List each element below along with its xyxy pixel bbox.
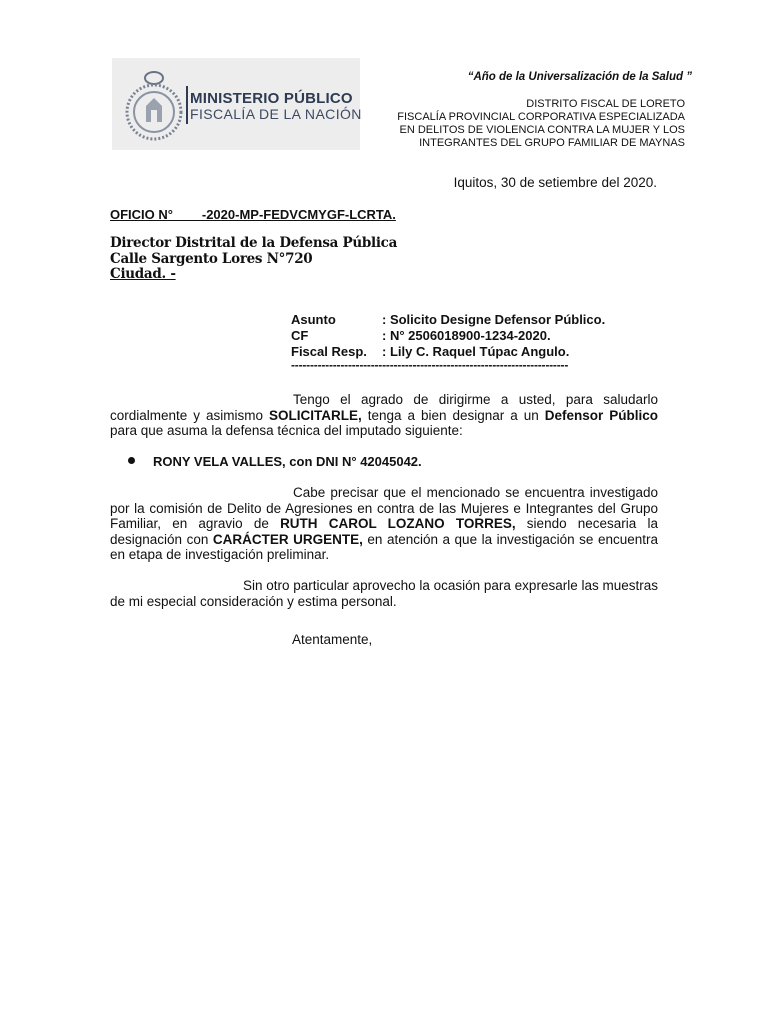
office-header-line: DISTRITO FISCAL DE LORETO bbox=[526, 98, 685, 110]
body-text: Cabe precisar que el mencionado se encuentra investigado por la comisión de Delito de Agresiones en contra de las Mujeres e Integrantes del Grupo Familiar, en agravio de bbox=[110, 485, 658, 531]
body-paragraph-1 bbox=[110, 392, 658, 439]
office-header-line: EN DELITOS DE VIOLENCIA CONTRA LA MUJER Y LOS bbox=[399, 124, 685, 136]
letter-date: Iquitos, 30 de setiembre del 2020. bbox=[453, 175, 657, 190]
emphasis-text: CARÁCTER URGENTE, bbox=[212, 531, 363, 547]
emphasis-text: SOLICITARLE, bbox=[269, 407, 362, 423]
body-text: en atención a que la investigación se encuentra en etapa de investigación preliminar. bbox=[110, 531, 659, 562]
office-header bbox=[360, 98, 685, 150]
subject-row-asunto bbox=[291, 312, 605, 328]
subject-row-cf bbox=[291, 328, 605, 344]
ministerio-publico-seal-icon bbox=[122, 66, 186, 142]
emphasis-text: RUTH CAROL LOZANO TORRES, bbox=[280, 516, 516, 531]
accused-text: RONY VELA VALLES, con DNI N° 42045042. bbox=[153, 454, 422, 469]
fiscal-value: : Lily C. Raquel Túpac Angulo. bbox=[382, 344, 570, 359]
addressee-city: Ciudad. - bbox=[110, 266, 176, 282]
addressee-block bbox=[110, 236, 397, 283]
body-paragraph-2 bbox=[110, 485, 658, 563]
logo-divider bbox=[186, 86, 188, 124]
logo-subtitle: FISCALÍA DE LA NACIÓN bbox=[190, 106, 362, 122]
oficio-number: OFICIO N° -2020-MP-FEDVCMYGF-LCRTA. bbox=[110, 207, 396, 222]
office-header-line: INTEGRANTES DEL GRUPO FAMILIAR DE MAYNAS bbox=[419, 137, 685, 149]
year-motto: “Año de la Universalización de la Salud ” bbox=[467, 71, 692, 83]
closing-salutation: Atentamente, bbox=[292, 632, 373, 647]
body-paragraph-3: Sin otro particular aprovecho la ocasión para expresarle las muestras de mi especial consideración y estima personal. bbox=[110, 578, 658, 609]
body-text: tenga a bien designar a un bbox=[361, 407, 545, 423]
office-header-line: FISCALÍA PROVINCIAL CORPORATIVA ESPECIALIZADA bbox=[397, 111, 685, 123]
subject-block bbox=[291, 312, 605, 360]
body-text: Tengo el agrado de dirigirme a usted, para saludarlo cordialmente y asimismo bbox=[110, 392, 658, 423]
body-text: siendo necesaria la designación con bbox=[110, 516, 658, 547]
subject-value: : Solicito Designe Defensor Público. bbox=[382, 312, 606, 327]
addressee-name: Director Distrital de la Defensa Pública bbox=[110, 235, 398, 251]
addressee-address: Calle Sargento Lores N°720 bbox=[110, 250, 313, 267]
institution-logo bbox=[112, 58, 360, 150]
subject-separator: ------------------------------------------------------------------------- bbox=[291, 358, 569, 372]
logo-title: MINISTERIO PÚBLICO bbox=[190, 90, 353, 107]
emphasis-text: Defensor Público bbox=[544, 407, 658, 423]
body-text: para que asuma la defensa técnica del imputado siguiente: bbox=[110, 423, 463, 438]
bullet-icon bbox=[128, 457, 135, 464]
cf-value: : N° 2506018900-1234-2020. bbox=[382, 328, 551, 343]
fiscal-label: Fiscal Resp. bbox=[291, 344, 367, 359]
cf-label: CF bbox=[291, 328, 309, 343]
subject-label: Asunto bbox=[291, 312, 336, 327]
accused-list-item bbox=[128, 454, 422, 469]
